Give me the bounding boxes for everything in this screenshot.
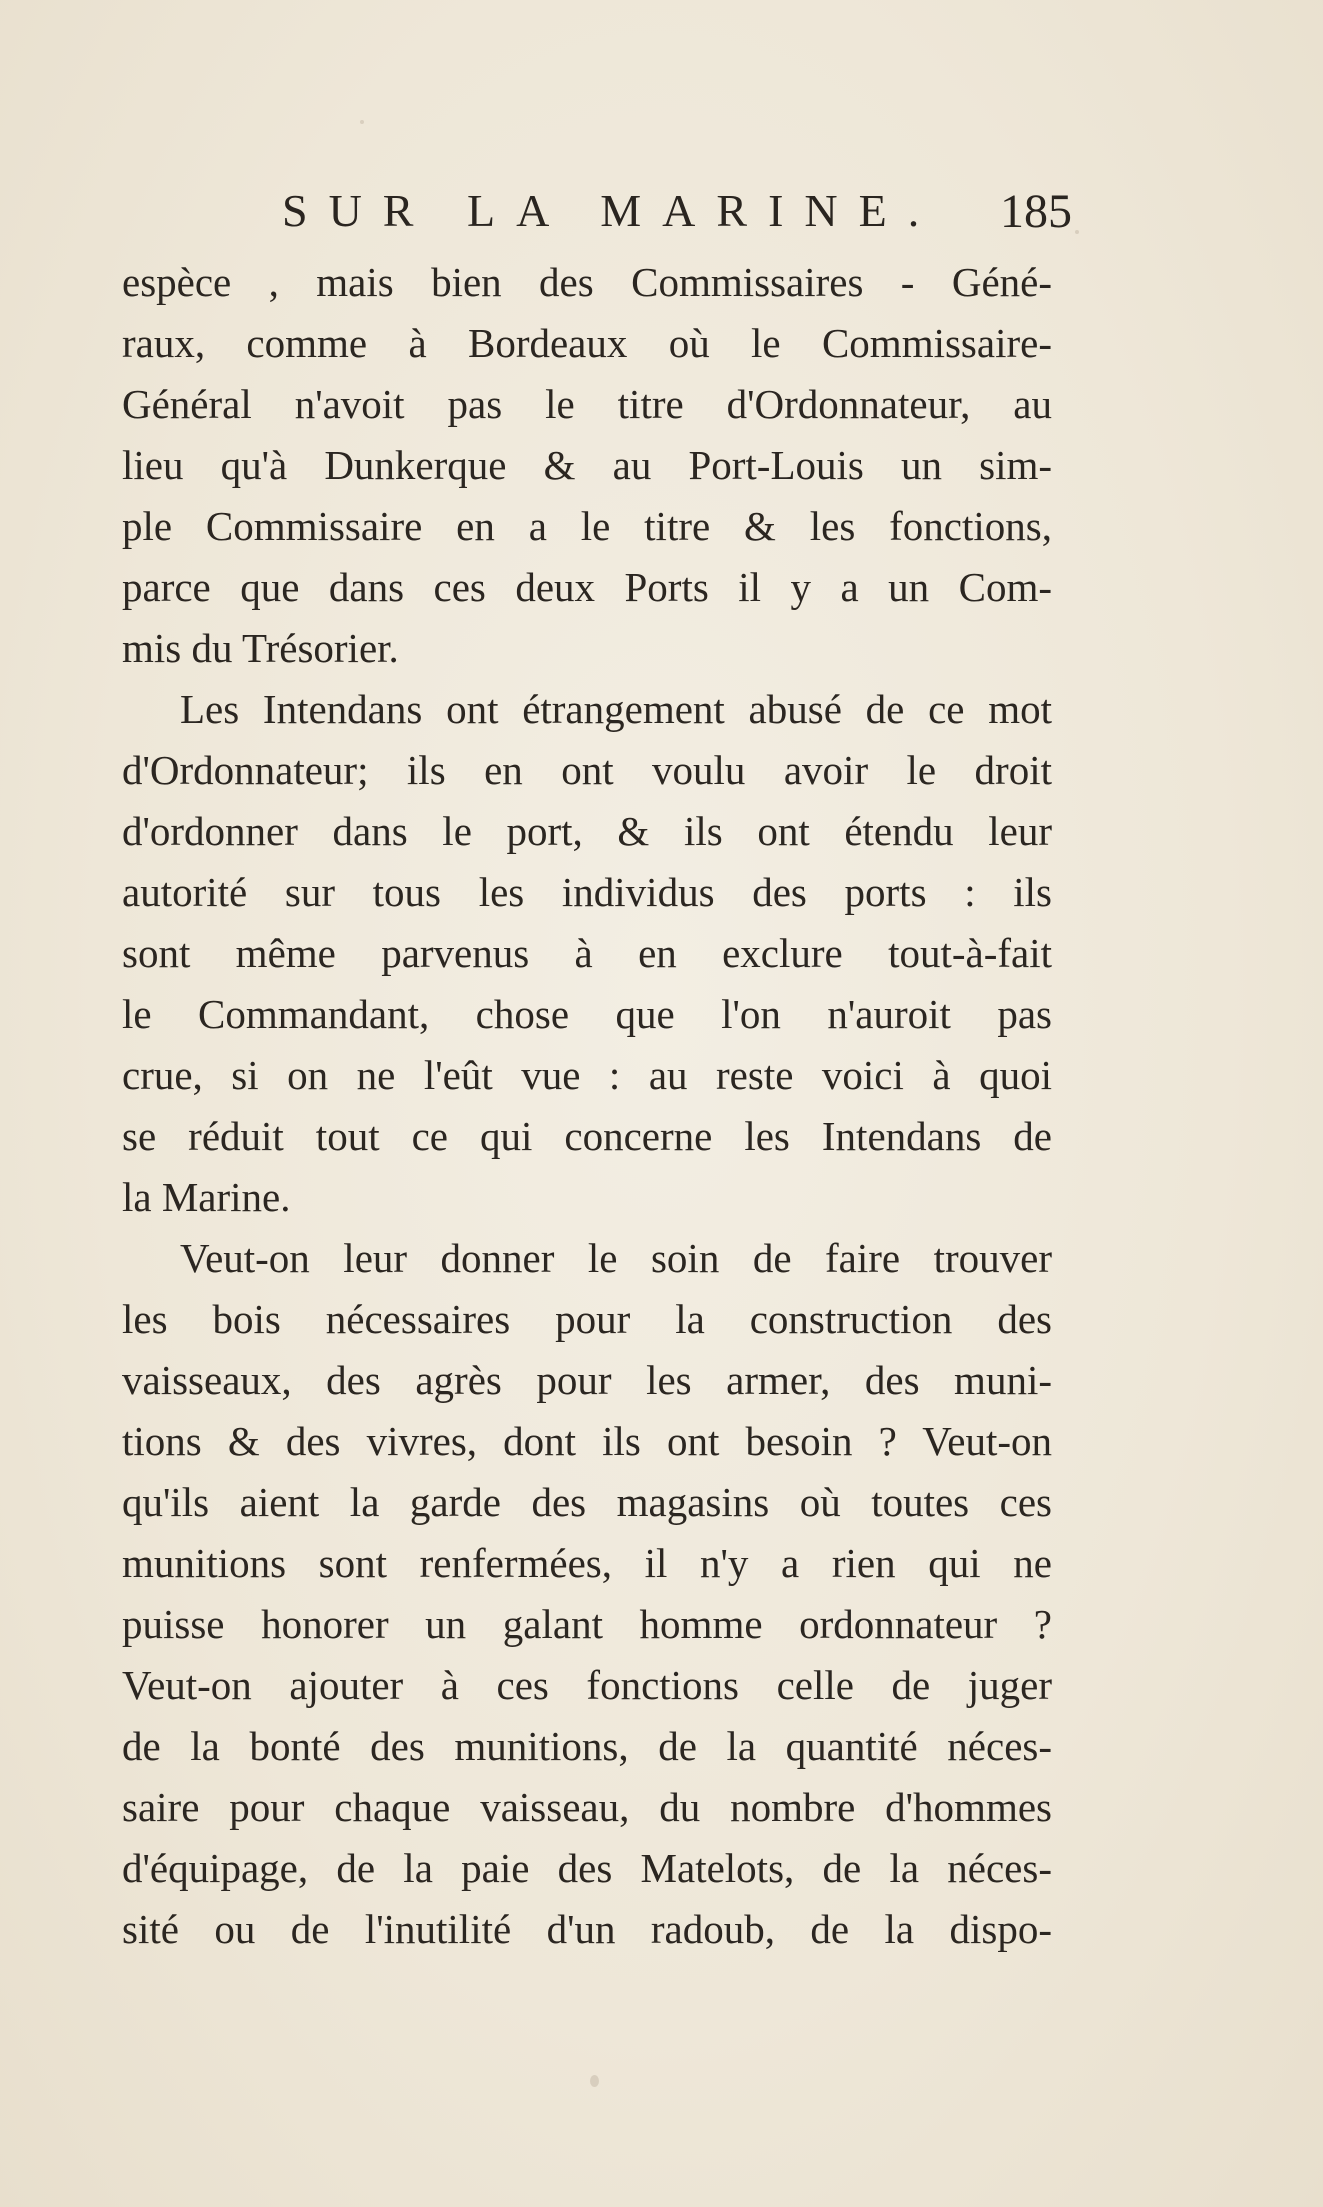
text-line: d'équipage, de la paie des Matelots, de la néces- (122, 1845, 1052, 1891)
page-text-block (122, 180, 1072, 1960)
paragraph-2 (122, 679, 1052, 1228)
running-title: SUR LA MARINE. (282, 185, 941, 236)
text-line: qu'ils aient la garde des magasins où toutes ces (122, 1479, 1052, 1525)
page-number: 185 (1000, 185, 1072, 238)
paper-speck (360, 120, 364, 124)
text-line: ple Commissaire en a le titre & les fonctions, (122, 503, 1052, 549)
text-line: sité ou de l'inutilité d'un radoub, de la dispo- (122, 1906, 1052, 1952)
text-line: Général n'avoit pas le titre d'Ordonnateur, au (122, 381, 1052, 427)
text-line: la Marine. (122, 1174, 291, 1220)
paragraph-3 (122, 1228, 1052, 1960)
text-line: de la bonté des munitions, de la quantité néces- (122, 1723, 1052, 1769)
text-line: mis du Trésorier. (122, 625, 399, 671)
text-line: saire pour chaque vaisseau, du nombre d'hommes (122, 1784, 1052, 1830)
text-line: raux, comme à Bordeaux où le Commissaire- (122, 320, 1052, 366)
text-line: Veut-on ajouter à ces fonctions celle de juger (122, 1662, 1052, 1708)
text-line: crue, si on ne l'eût vue : au reste voici à quoi (122, 1052, 1052, 1098)
text-line: tions & des vivres, dont ils ont besoin ? Veut-on (122, 1418, 1052, 1464)
paper-speck (1075, 230, 1079, 234)
text-line: les bois nécessaires pour la construction des (122, 1296, 1052, 1342)
text-line: Les Intendans ont étrangement abusé de ce mot (180, 686, 1052, 732)
text-line: autorité sur tous les individus des ports : ils (122, 869, 1052, 915)
text-line: sont même parvenus à en exclure tout-à-fait (122, 930, 1052, 976)
text-line: Veut-on leur donner le soin de faire trouver (180, 1235, 1052, 1281)
paper-speck (590, 2075, 599, 2087)
text-line: puisse honorer un galant homme ordonnateur ? (122, 1601, 1052, 1647)
running-head (122, 180, 1072, 252)
text-line: le Commandant, chose que l'on n'auroit pas (122, 991, 1052, 1037)
text-line: se réduit tout ce qui concerne les Intendans de (122, 1113, 1052, 1159)
text-line: espèce , mais bien des Commissaires - Géné- (122, 259, 1052, 305)
text-line: parce que dans ces deux Ports il y a un Com- (122, 564, 1052, 610)
text-line: d'Ordonnateur; ils en ont voulu avoir le droit (122, 747, 1052, 793)
text-line: lieu qu'à Dunkerque & au Port-Louis un sim- (122, 442, 1052, 488)
text-line: vaisseaux, des agrès pour les armer, des muni- (122, 1357, 1052, 1403)
text-line: munitions sont renfermées, il n'y a rien qui ne (122, 1540, 1052, 1586)
text-line: d'ordonner dans le port, & ils ont étendu leur (122, 808, 1052, 854)
paragraph-1 (122, 252, 1052, 679)
